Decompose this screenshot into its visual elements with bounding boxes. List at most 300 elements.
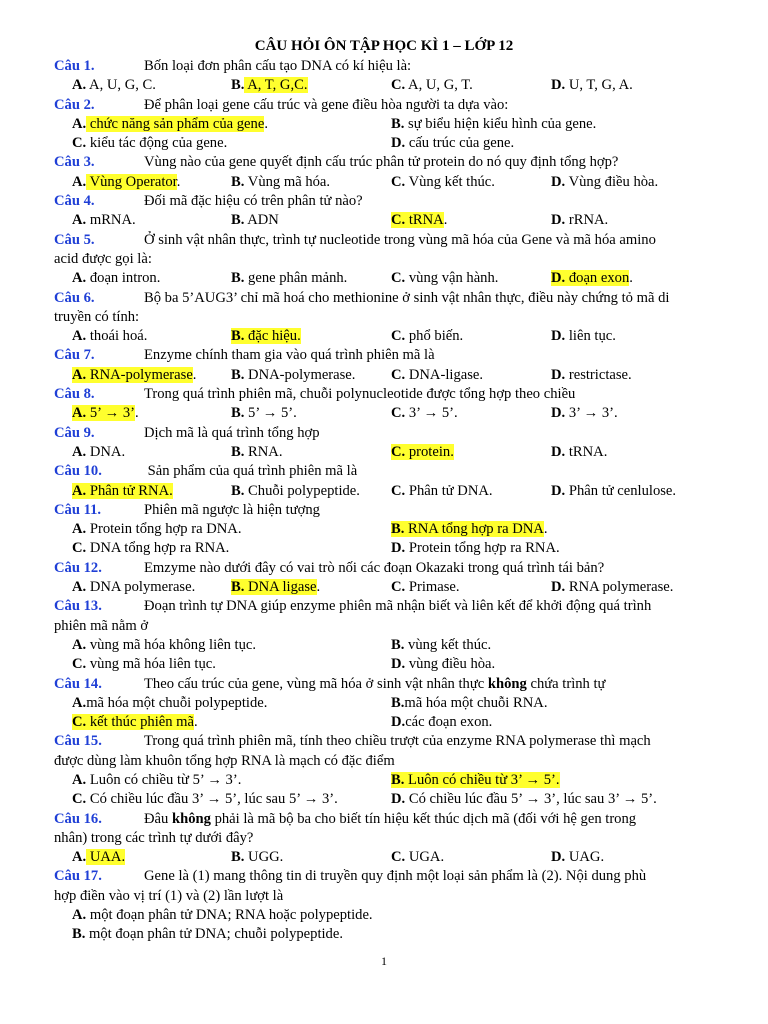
option-text: Vùng mã hóa. [244,173,331,190]
question-list [54,57,738,945]
highlighted-answer [231,579,317,595]
option-label: D. [391,540,406,557]
options-row [54,327,738,346]
options-row [54,269,738,288]
question [54,96,738,154]
question-number: Câu 5. [54,231,95,248]
question-stem-line [54,597,738,616]
answer-option [391,771,560,790]
option-text: RNA. [244,443,283,460]
option-label: A. [72,115,87,132]
option-text: tRNA [405,212,444,229]
question-stem-line [54,385,738,404]
question-stem-line [54,57,738,76]
option-label: A. [72,907,87,924]
question-number: Câu 7. [54,347,95,364]
option-text: các đoạn exon. [405,714,493,731]
option-text: Vùng điều hòa. [565,173,659,190]
option-label: A. [72,328,87,345]
answer-option [231,211,279,230]
answer-option [72,443,125,462]
option-text: vùng điều hòa. [405,656,496,673]
question-number: Câu 9. [54,424,95,441]
question-text: Sản phẩm của quá trình phiên mã là [144,463,358,480]
options-row [54,636,738,655]
answer-option [391,443,454,462]
answer-option [231,848,283,867]
question-stem-line [54,192,738,211]
option-text: gene phân mảnh. [244,270,348,287]
answer-option [391,790,657,809]
highlighted-answer [231,328,301,344]
option-text: vùng mã hóa không liên tục. [86,636,257,653]
question-number: Câu 6. [54,289,95,306]
question-stem-line [54,867,738,886]
question-text: Trong quá trình phiên mã, chuỗi polynucleotide được tổng hợp theo chiều [144,386,576,403]
answer-option [391,578,460,597]
option-text: đặc hiệu. [244,328,301,345]
option-label: A. [72,443,87,460]
option-text: kết thúc phiên mã [86,714,195,731]
question [54,559,738,598]
question [54,192,738,231]
document-title: CÂU HỎI ÔN TẬP HỌC KÌ 1 – LỚP 12 [254,38,514,54]
answer-option [231,578,320,597]
question [54,675,738,733]
question-text-continued: acid được gọi là: [54,250,152,267]
answer-option [391,269,498,288]
option-text: Phân tử DNA. [405,482,493,499]
question-stem-line [54,675,738,694]
answer-option [391,694,547,713]
option-text: DNA tổng hợp ra RNA. [86,540,230,557]
answer-option [231,269,347,288]
option-text: thoái hoá. [86,328,148,345]
option-label: B. [391,521,405,538]
question-text [144,811,636,827]
option-text: mRNA. [86,212,136,229]
highlighted-answer [86,849,125,865]
answer-option [551,269,633,288]
question-stem-line [54,96,738,115]
options-row [54,482,738,501]
option-text: 3’ → 3’. [565,405,618,422]
answer-option [72,578,195,597]
option-text: chức năng sản phẩm của gene [86,115,265,132]
option-label: A. [72,521,87,538]
question-stem-line [54,810,738,829]
option-label: C. [391,579,406,596]
option-text: DNA-polymerase. [244,366,356,383]
answer-option [551,404,618,423]
question [54,462,738,501]
highlighted-answer [72,367,193,383]
option-label: C. [72,714,87,731]
answer-option [391,520,548,539]
option-text: UAG. [565,849,605,866]
answer-option [72,925,343,944]
option-label: D. [551,173,566,190]
question-number: Câu 17. [54,868,102,885]
answer-option [551,482,676,501]
answer-option [72,482,173,501]
option-text: vùng mã hóa liên tục. [86,656,216,673]
question-stem-line [54,424,738,443]
option-label: D. [551,482,566,499]
option-text: RNA polymerase. [565,579,674,596]
answer-option [72,790,338,809]
options-row [54,694,738,713]
option-label: B. [391,636,405,653]
option-text: một đoạn phân tử DNA; chuỗi polypeptide. [85,926,343,943]
question-text-part: Theo cấu trúc của gene, vùng mã hóa ở sinh vật nhân thực [144,675,488,692]
option-text: liên tục. [565,328,616,345]
answer-option [231,366,355,385]
option-label: D. [551,270,566,287]
answer-option [391,713,492,732]
options-row [54,173,738,192]
question-text: Enzyme chính tham gia vào quá trình phiên mã là [144,347,435,364]
answer-option [391,404,458,423]
option-text: đoạn exon [565,270,630,287]
answer-option [391,366,483,385]
answer-option [551,366,632,385]
highlighted-answer [391,444,454,460]
question-text: Trong quá trình phiên mã, tính theo chiều trượt của enzyme RNA polymerase thì mạch [144,733,651,750]
question [54,385,738,424]
option-label: A. [72,849,87,866]
option-label: A. [72,694,87,711]
question-stem-line [54,732,738,751]
option-label: B. [231,579,245,596]
option-label: B. [391,115,405,132]
option-text: mã hóa một chuỗi RNA. [404,694,548,711]
question [54,732,738,809]
question-number: Câu 8. [54,386,95,403]
question [54,501,738,559]
option-text: tRNA. [565,443,608,460]
question-text-part: phải là mã bộ ba cho biết tín hiệu kết thúc dịch mã (đối với hệ gen trong [210,810,637,827]
answer-option [231,76,308,95]
option-text: DNA. [86,443,126,460]
options-row [54,771,738,790]
answer-option [231,404,297,423]
option-label: D. [551,443,566,460]
option-label: B. [231,482,245,499]
highlighted-answer [391,212,444,228]
answer-option [72,520,241,539]
option-label: A. [72,482,87,499]
page-number: 1 [381,954,387,968]
question-text-part: chứa trình tự [526,675,606,692]
answer-option [72,134,227,153]
answer-option [72,173,180,192]
option-label: B. [72,926,86,943]
option-text: Phân tử RNA. [86,482,173,499]
question-number: Câu 14. [54,675,102,692]
question-text: Phiên mã ngược là hiện tượng [144,501,320,518]
options-row [54,578,738,597]
option-label: C. [391,849,406,866]
options-row [54,713,738,732]
answer-option [72,539,229,558]
question-text: Đoạn trình tự DNA giúp enzyme phiên mã nhận biết và liên kết để khởi động quá trình [144,598,652,615]
option-text: một đoạn phân tử DNA; RNA hoặc polypeptide. [86,907,373,924]
option-text: ADN [244,212,279,229]
question [54,810,738,868]
question-text-continued: truyền có tính: [54,308,140,325]
option-label: D. [391,656,406,673]
options-row [54,404,738,423]
option-text: Protein tổng hợp ra DNA. [86,521,242,538]
option-label: D. [391,135,406,152]
option-text: mã hóa một chuỗi polypeptide. [86,694,268,711]
question-number: Câu 16. [54,810,102,827]
option-text: DNA-ligase. [405,366,484,383]
answer-option [551,173,658,192]
option-text: U, T, G, A. [565,77,633,94]
options-row [54,848,738,867]
question-text: Đối mã đặc hiệu có trên phân tử nào? [144,193,363,210]
option-label: C. [72,656,87,673]
option-label: D. [551,328,566,345]
option-label: C. [391,405,406,422]
options-row [54,790,738,809]
options-row [54,115,738,134]
option-text: Vùng kết thúc. [405,173,495,190]
answer-option [551,327,616,346]
option-label: B. [231,212,245,229]
option-suffix: . [134,405,139,422]
option-text: Có chiều lúc đầu 5’ → 3’, lúc sau 3’ → 5’. [405,791,657,808]
answer-option [72,848,125,867]
option-text: đoạn intron. [86,270,161,287]
highlighted-answer [391,521,544,537]
question-text: Bộ ba 5’AUG3’ chỉ mã hoá cho methionine ở sinh vật nhân thực, điều này chứng tỏ mã di [144,289,670,306]
option-text: DNA polymerase. [86,579,196,596]
options-row [54,655,738,674]
option-text: vùng kết thúc. [404,636,492,653]
option-text: protein. [405,443,454,460]
question-text: Emzyme nào dưới đây có vai trò nối các đoạn Okazaki trong quá trình tái bản? [144,559,605,576]
option-label: B. [231,405,245,422]
question [54,153,738,192]
answer-option [391,539,560,558]
option-label: B. [231,443,245,460]
question [54,424,738,463]
question-number: Câu 10. [54,463,102,480]
highlighted-answer [86,174,177,190]
question [54,597,738,674]
option-label: A. [72,771,87,788]
answer-option [391,211,447,230]
answer-option [72,366,196,385]
option-text: rRNA. [565,212,609,229]
highlighted-answer [391,772,560,788]
option-text: phổ biến. [405,328,464,345]
option-text: RNA-polymerase [86,366,193,383]
option-label: C. [391,77,406,94]
question-text-continued: hợp điền vào vị trí (1) và (2) lần lượt là [54,887,284,904]
option-label: C. [72,791,87,808]
answer-option [551,211,608,230]
option-suffix: . [176,173,181,190]
option-suffix: . [443,212,448,229]
option-label: D. [551,405,566,422]
option-label: D. [551,77,566,94]
option-label: C. [391,173,406,190]
question-stem-line [54,289,738,308]
option-suffix: . [316,579,321,596]
answer-option [72,76,156,95]
answer-option [391,327,463,346]
option-text: vùng vận hành. [405,270,499,287]
question [54,346,738,385]
option-label: C. [391,482,406,499]
emphasis-text: không [487,675,527,692]
answer-option [551,848,604,867]
question [54,289,738,347]
options-row [54,134,738,153]
options-row [54,539,738,558]
question-stem-line [54,501,738,520]
options-row [54,76,738,95]
question-text: Dịch mã là quá trình tổng hợp [144,424,320,441]
option-label: A. [72,405,87,422]
answer-option [72,269,160,288]
options-row [54,211,738,230]
options-row [54,925,738,944]
option-text: UGA. [405,849,445,866]
answer-option [231,327,301,346]
answer-option [72,404,139,423]
question-text-continued: nhân) trong các trình tự dưới đây? [54,829,254,846]
answer-option [231,173,330,192]
option-text: cấu trúc của gene. [405,135,515,152]
option-text: Luôn có chiều từ 5’ → 3’. [86,771,242,788]
option-text: 3’ → 5’. [405,405,458,422]
answer-option [72,327,147,346]
option-label: C. [391,270,406,287]
question-stem-line [54,346,738,365]
option-label: B. [231,77,245,94]
question [54,867,738,944]
question-number: Câu 11. [54,501,102,518]
question-text-continued: phiên mã nằm ở [54,617,149,634]
question-text: Gene là (1) mang thông tin di truyền quy định một loại sản phẩm là (2). Nội dung phù [144,868,647,885]
option-text: restrictase. [565,366,632,383]
option-label: D. [551,579,566,596]
option-label: B. [231,328,245,345]
option-suffix: . [192,366,197,383]
highlighted-answer [72,483,173,499]
emphasis-text: không [171,810,211,827]
option-text: A, T, G,C. [244,77,308,94]
answer-option [391,482,493,501]
option-label: B. [231,270,245,287]
options-row [54,366,738,385]
option-label: A. [72,173,87,190]
question [54,57,738,96]
question-text: Ở sinh vật nhân thực, trình tự nucleotide trong vùng mã hóa của Gene và mã hóa amino [144,231,656,248]
option-text: kiểu tác động của gene. [86,135,228,152]
option-label: B. [231,366,245,383]
answer-option [72,211,136,230]
answer-option [391,76,473,95]
option-label: A. [72,270,87,287]
option-label: D. [551,212,566,229]
answer-option [391,848,444,867]
highlighted-answer [72,405,135,421]
highlighted-answer [86,116,264,132]
option-text: Chuỗi polypeptide. [244,482,360,499]
question-number: Câu 12. [54,559,102,576]
question-stem-line [54,231,738,250]
question-stem-line [54,559,738,578]
question-number: Câu 4. [54,193,95,210]
answer-option [391,115,596,134]
option-text: Luôn có chiều từ 3’ → 5’. [404,771,560,788]
option-text: DNA ligase [244,579,317,596]
option-text: Vùng Operator [86,173,177,190]
option-suffix: . [543,521,548,538]
question-text: Bốn loại đơn phân cấu tạo DNA có kí hiệu là: [144,58,412,74]
answer-option [391,655,495,674]
option-text: A, U, G, T. [405,77,473,94]
option-text: Phân tử cenlulose. [565,482,677,499]
answer-option [551,578,673,597]
option-label: A. [72,77,87,94]
answer-option [391,636,491,655]
option-text: 5’ → 5’. [244,405,297,422]
option-text: UAA. [86,849,126,866]
option-text: 5’ → 3’ [86,405,135,422]
options-row [54,443,738,462]
question-stem-line [54,153,738,172]
question-stem-line [54,462,738,481]
option-suffix: . [194,714,198,731]
answer-option [231,443,283,462]
answer-option [72,636,256,655]
option-label: A. [72,579,87,596]
answer-option [72,713,198,732]
option-label: B. [231,173,245,190]
highlighted-answer [72,714,194,730]
option-label: D. [551,849,566,866]
option-text: UGG. [244,849,284,866]
option-label: B. [391,771,405,788]
option-label: D. [551,366,566,383]
question-number: Câu 1. [54,58,95,74]
option-text: RNA tổng hợp ra DNA [404,521,544,538]
option-suffix: . [264,115,268,132]
option-label: D. [391,791,406,808]
option-text: Có chiều lúc đầu 3’ → 5’, lúc sau 5’ → 3’. [86,791,338,808]
answer-option [231,482,360,501]
option-label: C. [72,135,87,152]
question-text-continued: được dùng làm khuôn tổng hợp RNA là mạch có đặc điểm [54,752,395,769]
option-label: A. [72,212,87,229]
answer-option [72,115,268,134]
question-number: Câu 15. [54,733,102,750]
answer-option [551,76,633,95]
options-row [54,906,738,925]
option-text: sự biểu hiện kiểu hình của gene. [404,115,597,132]
option-label: B. [391,694,405,711]
answer-option [72,906,373,925]
option-label: C. [391,443,406,460]
question-number: Câu 2. [54,96,95,113]
